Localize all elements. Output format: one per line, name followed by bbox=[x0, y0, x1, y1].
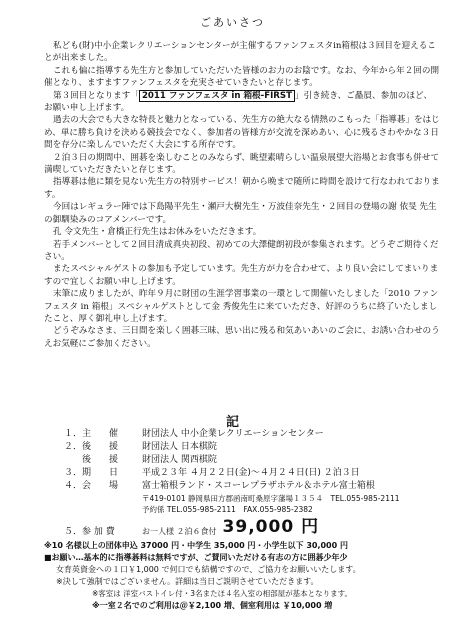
paragraph-2: これも偏に指導する先生方と参加していただいた皆様のお力のお陰です。なお、今年から年２回の開催となり、ますますファンフェスタを充実させていきたいと存じます。 bbox=[44, 65, 440, 89]
note-request: ■お願い…基本的に指導碁料は無料ですが、ご賛同いただける有志の方に囲碁少年少 bbox=[44, 553, 348, 562]
support-row-2 bbox=[64, 454, 444, 467]
paragraph-1: 私ども(財)中小企業レクリエーションセンターが主催するファンフェスタin箱根は３回目を迎えることが出来ました。 bbox=[44, 41, 436, 64]
organizer-value: 財団法人 中小企業レクリエーションセンター bbox=[142, 429, 324, 439]
support-label-2: 後 援 bbox=[64, 455, 119, 465]
date-value: 平成２３年 ４月２２日(金)～４月２４日(日) ２泊３日 bbox=[142, 468, 360, 478]
venue-address: 〒419-0101 静岡県田方郡函南町桑原字藩場１３５４ TEL.055-985-2111 bbox=[142, 494, 400, 503]
venue-contact: 予約係 TEL.055-985-2111 FAX.055-985-2382 bbox=[142, 505, 313, 514]
event-name-box: 2011 ファンフェスタ in 箱根-FIRST bbox=[139, 90, 295, 102]
fee-amount: 39,000 円 bbox=[222, 517, 320, 537]
paragraph-7: 今回はレギュラー陣では下島陽平先生・瀬戸大樹先生・万波佳奈先生・２回目の登場の謝 依旻 先生の御馴染みのコアメンバーです。 bbox=[44, 202, 437, 225]
page-title: ごあいさつ bbox=[200, 16, 265, 29]
organizer-label: １．主 催 bbox=[64, 429, 119, 439]
event-details bbox=[64, 428, 444, 537]
support-row bbox=[64, 441, 444, 454]
greeting-body bbox=[44, 40, 440, 350]
notes-section bbox=[44, 540, 444, 612]
note-room-surcharge: ※一室２名でのご利用は＠￥2,100 増、個室利用は ￥10,000 増 bbox=[92, 601, 333, 610]
paragraph-12: どうぞみなさま、三日間を楽しく囲碁三昧、思い出に残る和気あいあいのご会に、お誘い合わせのうえお気軽にご参加ください。 bbox=[44, 326, 440, 349]
fee-description: お一人様 ２泊６食付 bbox=[142, 527, 217, 536]
paragraph-8: 孔 令文先生・倉橋正行先生はお休みをいただきます。 bbox=[53, 227, 262, 238]
paragraph-3 bbox=[44, 90, 440, 115]
support-value-1: 財団法人 日本棋院 bbox=[142, 442, 217, 452]
paragraph-5: ２泊３日の期間中、囲碁を楽しむことのみならず、眺望素晴らしい温泉展望大浴場とお食事も併せて満喫していただきたいと存じます。 bbox=[44, 152, 440, 176]
paragraph-11: 末筆に成りましたが、昨年９月に財団の生涯学習事業の一環として開催いたしました「2010 ファンフェスタ in 箱根」スペシャルゲストとして金 秀俊先生に来ていただき、好評のうちに終了いたしましたこと、厚く御礼申し上げます。 bbox=[44, 289, 439, 324]
note-group-discount: ※10 名様以上の団体申込 37000 円・中学生 35,000 円・小学生以下 30,000 円 bbox=[44, 541, 348, 550]
paragraph-3-a: 第３回目となります「 bbox=[53, 90, 139, 101]
note-room-type: ※客室は 洋室バストイレ付・3名またほ４名入室の相部屋が基本となります。 bbox=[92, 589, 352, 598]
date-row bbox=[64, 467, 444, 480]
venue-value: 富士箱根ランド・スコーレプラザホテル＆ホテル富士箱根 bbox=[142, 481, 375, 491]
paragraph-3-b: 」引き続き、ご贔屓、参加のほど、お願い申し上げます。 bbox=[44, 90, 433, 114]
fee-label-no: ５．参 加 費 bbox=[64, 527, 115, 537]
support-value-2: 財団法人 関西棋院 bbox=[142, 455, 217, 465]
paragraph-9: 若手メンバーとして２回目清成真央初段、初めての大澤健朗初段が参集されます。どうぞご期待ください。 bbox=[44, 239, 439, 262]
organizer-row bbox=[64, 428, 444, 441]
date-label: ３．期 日 bbox=[64, 468, 119, 478]
note-request-cont: 女育英資金への１口￥1,000 で何口でも結構ですので、ご協力をお願いいたします。 bbox=[56, 565, 361, 574]
paragraph-10: またスペシャルゲストの参加も予定しています。先生方が力を合わせて、より良い会にしてまいりますので宜しくお願い申し上げます。 bbox=[44, 264, 439, 287]
ki-heading: 記 bbox=[225, 415, 239, 430]
paragraph-6: 指導碁は他に類を見ない先生方の特別サービス！朝から晩まで随所に時間を設けて行なわれております。 bbox=[44, 177, 440, 200]
fee-row bbox=[64, 517, 444, 537]
venue-row bbox=[64, 480, 444, 493]
note-not-mandatory: ※決して強制ではございません。詳細は当日ご説明させていただきます。 bbox=[56, 577, 319, 586]
support-label: ２．後 援 bbox=[64, 442, 119, 452]
venue-label: ４．会 場 bbox=[64, 481, 119, 491]
paragraph-4: 過去の大会でも大きな特長と魅力となっている、先生方の絶大なる情熱のこもった「指導碁」をはじめ、単に勝ち負けを決める競技会でなく、参加者の皆様方が交流を深めあい、心に残るさわやかな３日間を存分に楽しんでいただく大会にする所存です。 bbox=[44, 115, 440, 151]
